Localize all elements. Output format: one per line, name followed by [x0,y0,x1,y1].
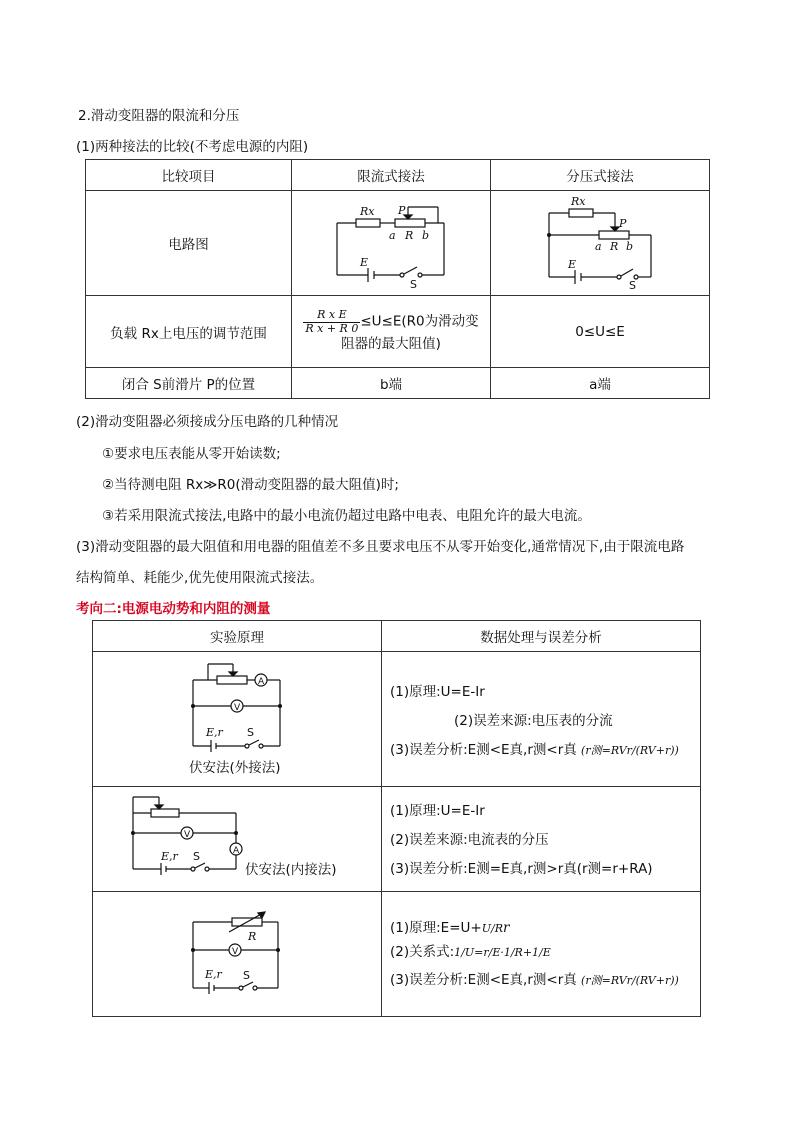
limit-circuit-diagram [292,191,491,296]
switch-label: S [243,969,250,982]
section-title: 2.滑动变阻器的限流和分压 [78,108,240,124]
subsection-1: (1)两种接法的比较(不考虑电源的内阻) [76,139,309,155]
internal-circuit-cell [93,787,382,892]
condition-1: ①要求电压表能从零开始读数; [102,446,281,462]
circuit-label-r: R [405,229,414,242]
ammeter-label: A [233,846,240,856]
external-error-source: (2)误差来源:电压表的分流 [454,712,613,729]
resistance-box-relation: (2)关系式:1/U=r/E·1/R+1/E [390,943,551,960]
switch-label: S [247,726,254,739]
internal-error-source: (2)误差来源:电流表的分压 [390,831,549,848]
table1-header-limit: 限流式接法 [292,160,491,191]
circuit-label-a: a [595,240,602,253]
table1-header-divider: 分压式接法 [491,160,710,191]
condition-2: ②当待测电阻 Rx≫R0(滑动变阻器的最大阻值)时; [102,477,399,493]
circuit-label-a: a [389,229,396,242]
resistance-box-circuit-cell [93,892,382,1017]
emf-measurement-table [92,620,701,1017]
internal-method-caption: 伏安法(内接法) [245,862,337,878]
table2-header-analysis: 数据处理与误差分析 [382,621,701,652]
voltmeter-label: V [232,947,239,957]
circuit-label-p: P [619,217,627,230]
table1-range-label: 负载 Rx上电压的调节范围 [86,296,292,368]
circuit-label-b: b [626,240,634,253]
battery-label: E,r [205,968,222,981]
circuit-label-r: R [610,240,619,253]
internal-principle: (1)原理:U=E-Ir [390,802,485,819]
circuit-label-e: E [568,258,577,271]
external-error-analysis: (3)误差分析:E测<E真,r测<r真 (r测=RVr/(RV+r)) [390,742,679,759]
table1-circuit-label: 电路图 [86,191,292,296]
circuit-label-s: S [629,279,636,291]
circuit-label-p: P [398,204,406,217]
table1-header-item: 比较项目 [86,160,292,191]
circuit-label-rx: Rx [360,205,375,218]
table1-position-label: 闭合 S前滑片 P的位置 [86,368,292,399]
circuit-label-rx: Rx [571,195,586,208]
circuit-label-e: E [360,256,369,269]
subsection-3-line1: (3)滑动变阻器的最大阻值和用电器的阻值差不多且要求电压不从零开始变化,通常情况下,由于限流电路 [76,539,685,555]
resistance-box-error-analysis: (3)误差分析:E测<E真,r测<r真 (r测=RVr/(RV+r)) [390,972,679,989]
limit-range-value: $\frac{\text{R x E}}{\text{R x + R 0}}$ ≤U≤E(R0为滑动变 阻器的最大阻值) [292,296,491,368]
external-analysis [382,652,701,787]
condition-3: ③若采用限流式接法,电路中的最小电流仍超过电路中电表、电阻允许的最大电流。 [102,508,591,524]
voltmeter-label: V [184,830,191,840]
resistance-box-analysis [382,892,701,1017]
subsection-2: (2)滑动变阻器必须接成分压电路的几种情况 [76,414,339,430]
divider-position-value: a端 [491,368,710,399]
subsection-3-line2: 结构简单、耗能少,优先使用限流式接法。 [76,570,324,586]
battery-label: E,r [161,850,178,863]
battery-label: E,r [206,726,223,739]
section-heading-emf: 考向二:电源电动势和内阻的测量 [76,601,271,617]
resistance-box-principle: (1)原理:E=U+U/Rr [390,919,510,936]
external-principle: (1)原理:U=E-Ir [390,683,485,700]
switch-label: S [193,850,200,863]
external-method-caption: 伏安法(外接法) [189,760,281,776]
voltmeter-label: V [234,703,241,713]
internal-error-analysis: (3)误差分析:E测=E真,r测>r真(r测=r+RA) [390,861,653,878]
divider-circuit-diagram [491,191,710,296]
external-circuit-cell [93,652,382,787]
limit-position-value: b端 [292,368,491,399]
circuit-label-b: b [422,229,430,242]
rheostat-label: R [248,930,257,943]
table2-header-principle: 实验原理 [93,621,382,652]
limit-range-fraction: $\frac{\text{R x E}}{\text{R x + R 0}}$ [305,308,359,335]
divider-range-value: 0≤U≤E [491,296,710,368]
internal-analysis [382,787,701,892]
comparison-table [85,159,710,399]
circuit-label-s: S [410,278,417,291]
ammeter-label: A [258,677,265,687]
